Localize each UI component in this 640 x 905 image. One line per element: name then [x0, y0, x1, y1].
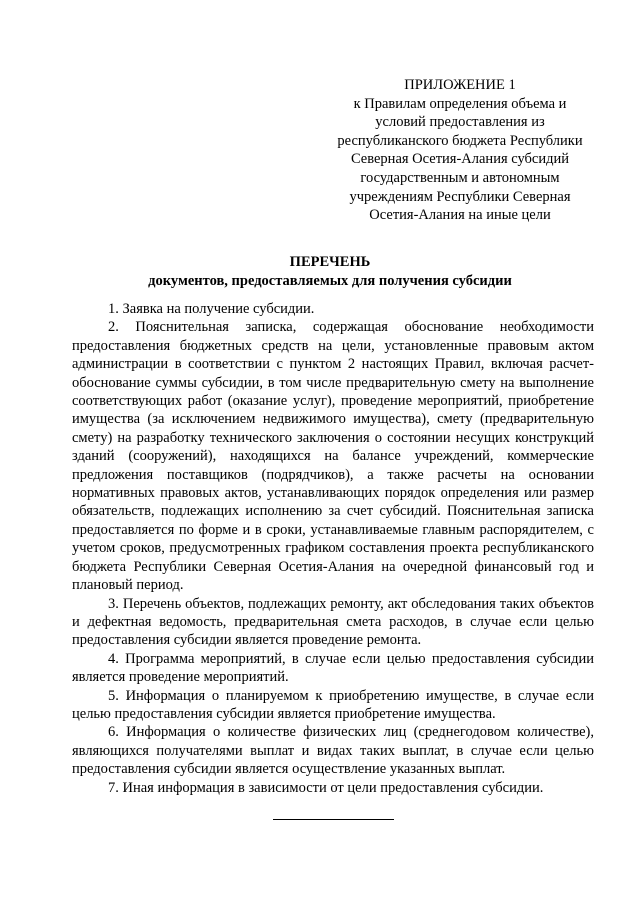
heading-title: ПЕРЕЧЕНЬ: [289, 254, 371, 270]
list-item: 5. Информация о планируемом к приобретению имуществе, в случае если целью предоставления субсидии является приобретение имущества.: [72, 687, 594, 722]
list-item: 1. Заявка на получение субсидии.: [108, 301, 315, 317]
appendix-line: учреждениям Республики Северная: [349, 188, 571, 205]
document-list: [72, 300, 594, 797]
list-item: 2. Пояснительная записка, содержащая обоснование необходимости предоставления бюджетных средств на цели, установленные правовым актом администрации в соответствии с пунктом 2 настоящих Правил, включая расчет-обоснование суммы субсидии, в том числе предварительную смету на выполнение соответствующих работ (оказание услуг), проведение мероприятий, приобретение имущества (за исключением недвижимого имущества), смету (предварительную смету) на разработку технического заключения о состоянии несущих конструкций зданий (сооружений), находящихся на балансе учреждений, коммерческие предложения поставщиков (подрядчиков), а также расчеты на основании нормативных правовых актов, устанавливающих порядок определения или размер обязательств, подлежащих исполнению за счет субсидий. Пояснительная записка предоставляется по форме и в сроки, устанавливаемые главным распорядителем, с учетом сроков, предусмотренных графиком составления проекта республиканского бюджета Республики Северная Осетия-Алания на очередной финансовый год и плановый период.: [72, 319, 594, 594]
appendix-line: к Правилам определения объема и: [353, 95, 567, 112]
list-item: 3. Перечень объектов, подлежащих ремонту, акт обследования таких объектов и дефектная ведомость, предварительная смета расходов, в случае если целью предоставления субсидии является проведение ремонта.: [72, 595, 594, 649]
list-item: 6. Информация о количестве физических лиц (среднегодовом количестве), являющихся получателями выплат и видах таких выплат, в случае если целью предоставления субсидии является осуществление указанных выплат.: [72, 724, 594, 778]
appendix-block: [322, 76, 598, 225]
list-item: 7. Иная информация в зависимости от цели предоставления субсидии.: [108, 779, 544, 796]
document-heading: [60, 253, 600, 291]
appendix-line: условий предоставления из: [375, 114, 545, 131]
footnote-divider: [273, 819, 394, 820]
appendix-line: Осетия-Алания на иные цели: [369, 207, 551, 224]
appendix-line: республиканского бюджета Республики: [337, 132, 583, 149]
appendix-title: ПРИЛОЖЕНИЕ 1: [404, 77, 516, 93]
appendix-line: государственным и автономным: [360, 169, 560, 186]
list-item: 4. Программа мероприятий, в случае если целью предоставления субсидии является проведение мероприятий.: [72, 650, 594, 686]
appendix-line: Северная Осетия-Алания субсидий: [350, 151, 570, 168]
heading-subtitle: документов, предоставляемых для получения субсидии: [148, 273, 512, 289]
